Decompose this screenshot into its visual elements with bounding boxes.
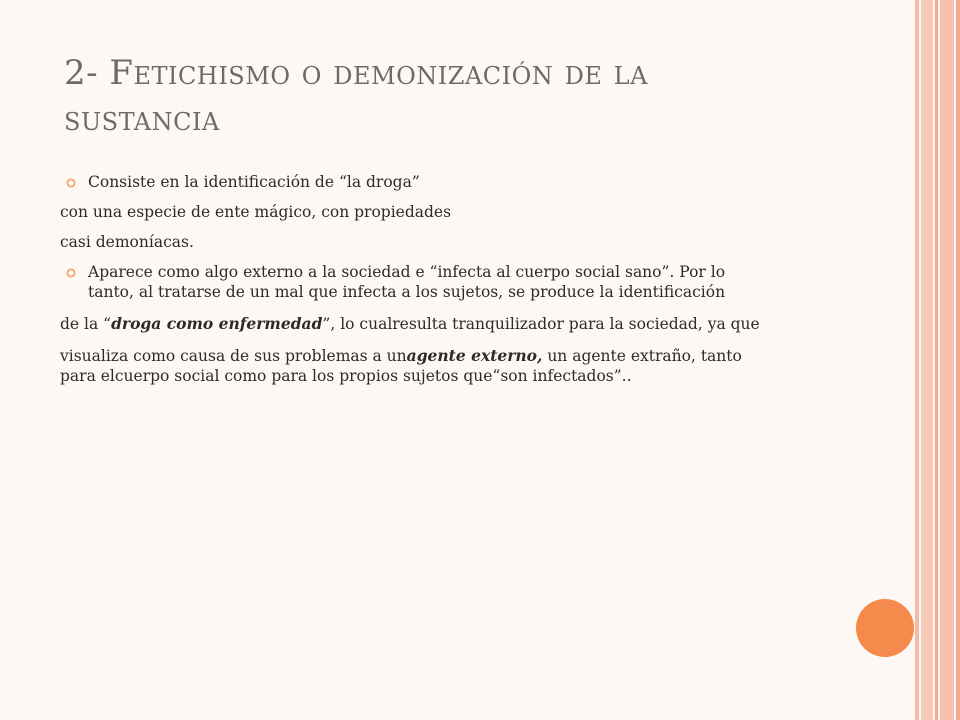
decorative-side-strips	[915, 0, 960, 720]
bullet-item-2	[60, 262, 840, 302]
strip	[921, 0, 933, 720]
body-line	[60, 346, 840, 366]
strip	[940, 0, 954, 720]
text-run: de la “	[60, 315, 112, 333]
text-run: visualiza como causa de sus problemas a un	[60, 347, 407, 365]
bullet-icon	[66, 268, 76, 278]
bullet-text-2b: tanto, al tratarse de un mal que infecta a los sujetos, se produce la identificación	[88, 283, 726, 301]
body-line: casi demoníacas.	[60, 233, 194, 251]
body-line	[60, 314, 840, 334]
text-run: un agente extraño, tanto	[542, 347, 742, 365]
slide-title	[64, 50, 884, 142]
body-line: con una especie de ente mágico, con propiedades	[60, 203, 452, 221]
bullet-text-1: Consiste en la identificación de “la droga”	[88, 173, 420, 191]
text-run: ”, lo cualresulta tranquilizador para la sociedad, ya que	[322, 315, 760, 333]
bullet-icon	[66, 178, 76, 188]
slide-body	[60, 172, 840, 386]
strip	[935, 0, 938, 720]
bullet-item-1	[60, 172, 840, 192]
emphasis-text: agente externo,	[406, 346, 543, 365]
strip	[915, 0, 919, 720]
decorative-circle	[856, 599, 914, 657]
bullet-text-2a: Aparece como algo externo a la sociedad e “infecta al cuerpo social sano”. Por lo	[88, 263, 726, 281]
strip	[956, 0, 960, 720]
title-line-2: sustancia	[64, 99, 220, 139]
title-line-1: 2- Fetichismo o demonización de la	[64, 53, 648, 93]
emphasis-text: droga como enfermedad	[111, 314, 323, 333]
body-line: para elcuerpo social como para los propios sujetos que“son infectados”..	[60, 367, 632, 385]
